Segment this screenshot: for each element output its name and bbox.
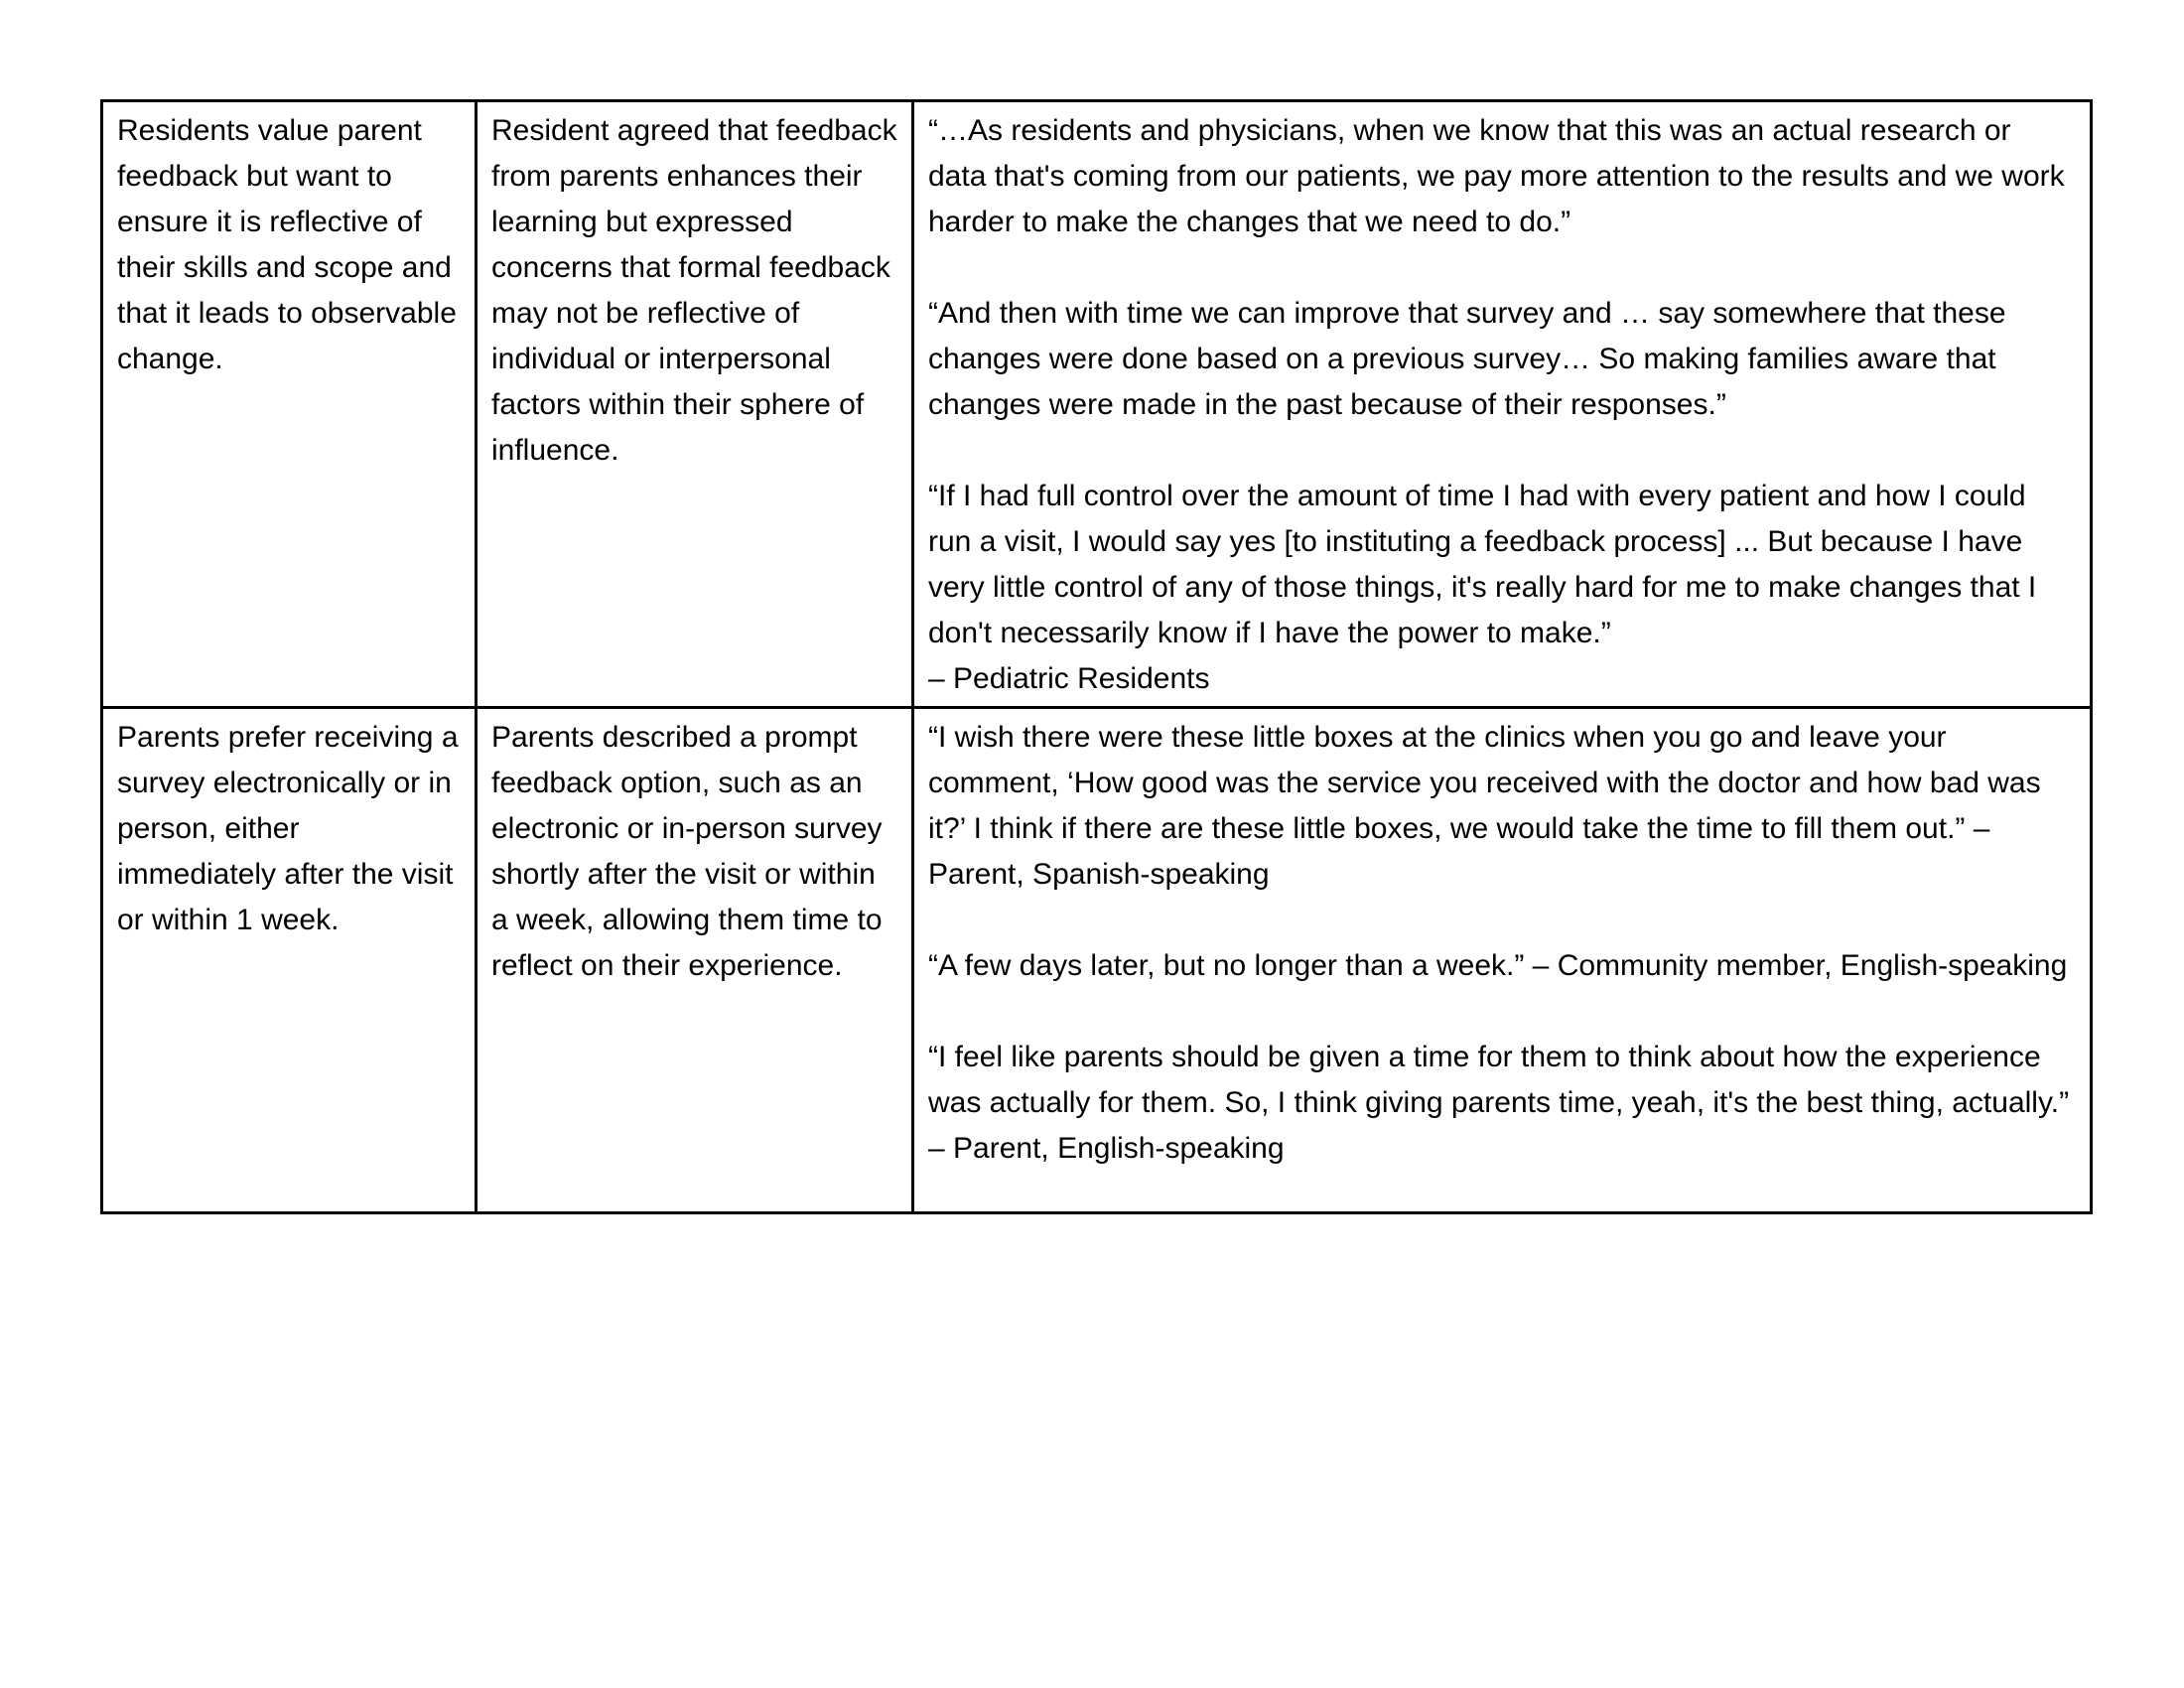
quote-text: “And then with time we can improve that survey and … say somewhere that these changes were done based on a previous survey… So making families aware that changes were made in the past because of their responses.” bbox=[928, 297, 2006, 421]
quotes-cell bbox=[913, 101, 2092, 708]
table-row bbox=[102, 708, 2092, 1213]
description-cell: Parents described a prompt feedback option, such as an electronic or in-person survey shortly after the visit or within a week, allowing them time to reflect on their experience. bbox=[477, 708, 913, 1213]
table-row bbox=[102, 101, 2092, 708]
quote-attribution: – Pediatric Residents bbox=[928, 662, 1210, 695]
theme-cell: Residents value parent feedback but want to ensure it is reflective of their skills and scope and that it leads to observable change. bbox=[102, 101, 477, 708]
quote-text: “I feel like parents should be given a time for them to think about how the experience was actually for them. So, I think giving parents time, yeah, it's the best thing, actually.” – Parent, English-speaking bbox=[928, 1041, 2070, 1165]
quote-block bbox=[928, 474, 2076, 702]
quote-text: “A few days later, but no longer than a week.” – Community member, English-speaking bbox=[928, 949, 2068, 982]
theme-cell: Parents prefer receiving a survey electronically or in person, either immediately after the visit or within 1 week. bbox=[102, 708, 477, 1213]
quote-text: “If I had full control over the amount of time I had with every patient and how I could run a visit, I would say yes [to instituting a feedback process] ... But because I have very little control of any of those things, it's really hard for me to make changes that I don't necessarily know if I have the power to make.” bbox=[928, 480, 2037, 649]
quote-text: “I wish there were these little boxes at the clinics when you go and leave your comment, ‘How good was the service you received with the doctor and how bad was it?’ I think if there are these little boxes, we would take the time to fill them out.” – Parent, Spanish-speaking bbox=[928, 721, 2041, 891]
findings-table bbox=[100, 99, 2093, 1214]
description-cell: Resident agreed that feedback from parents enhances their learning but expressed concerns that formal feedback may not be reflective of individual or interpersonal factors within their sphere of influence. bbox=[477, 101, 913, 708]
quotes-cell bbox=[913, 708, 2092, 1213]
quote-text: “…As residents and physicians, when we know that this was an actual research or data that's coming from our patients, we pay more attention to the results and we work harder to make the changes that we need to do.” bbox=[928, 114, 2065, 238]
